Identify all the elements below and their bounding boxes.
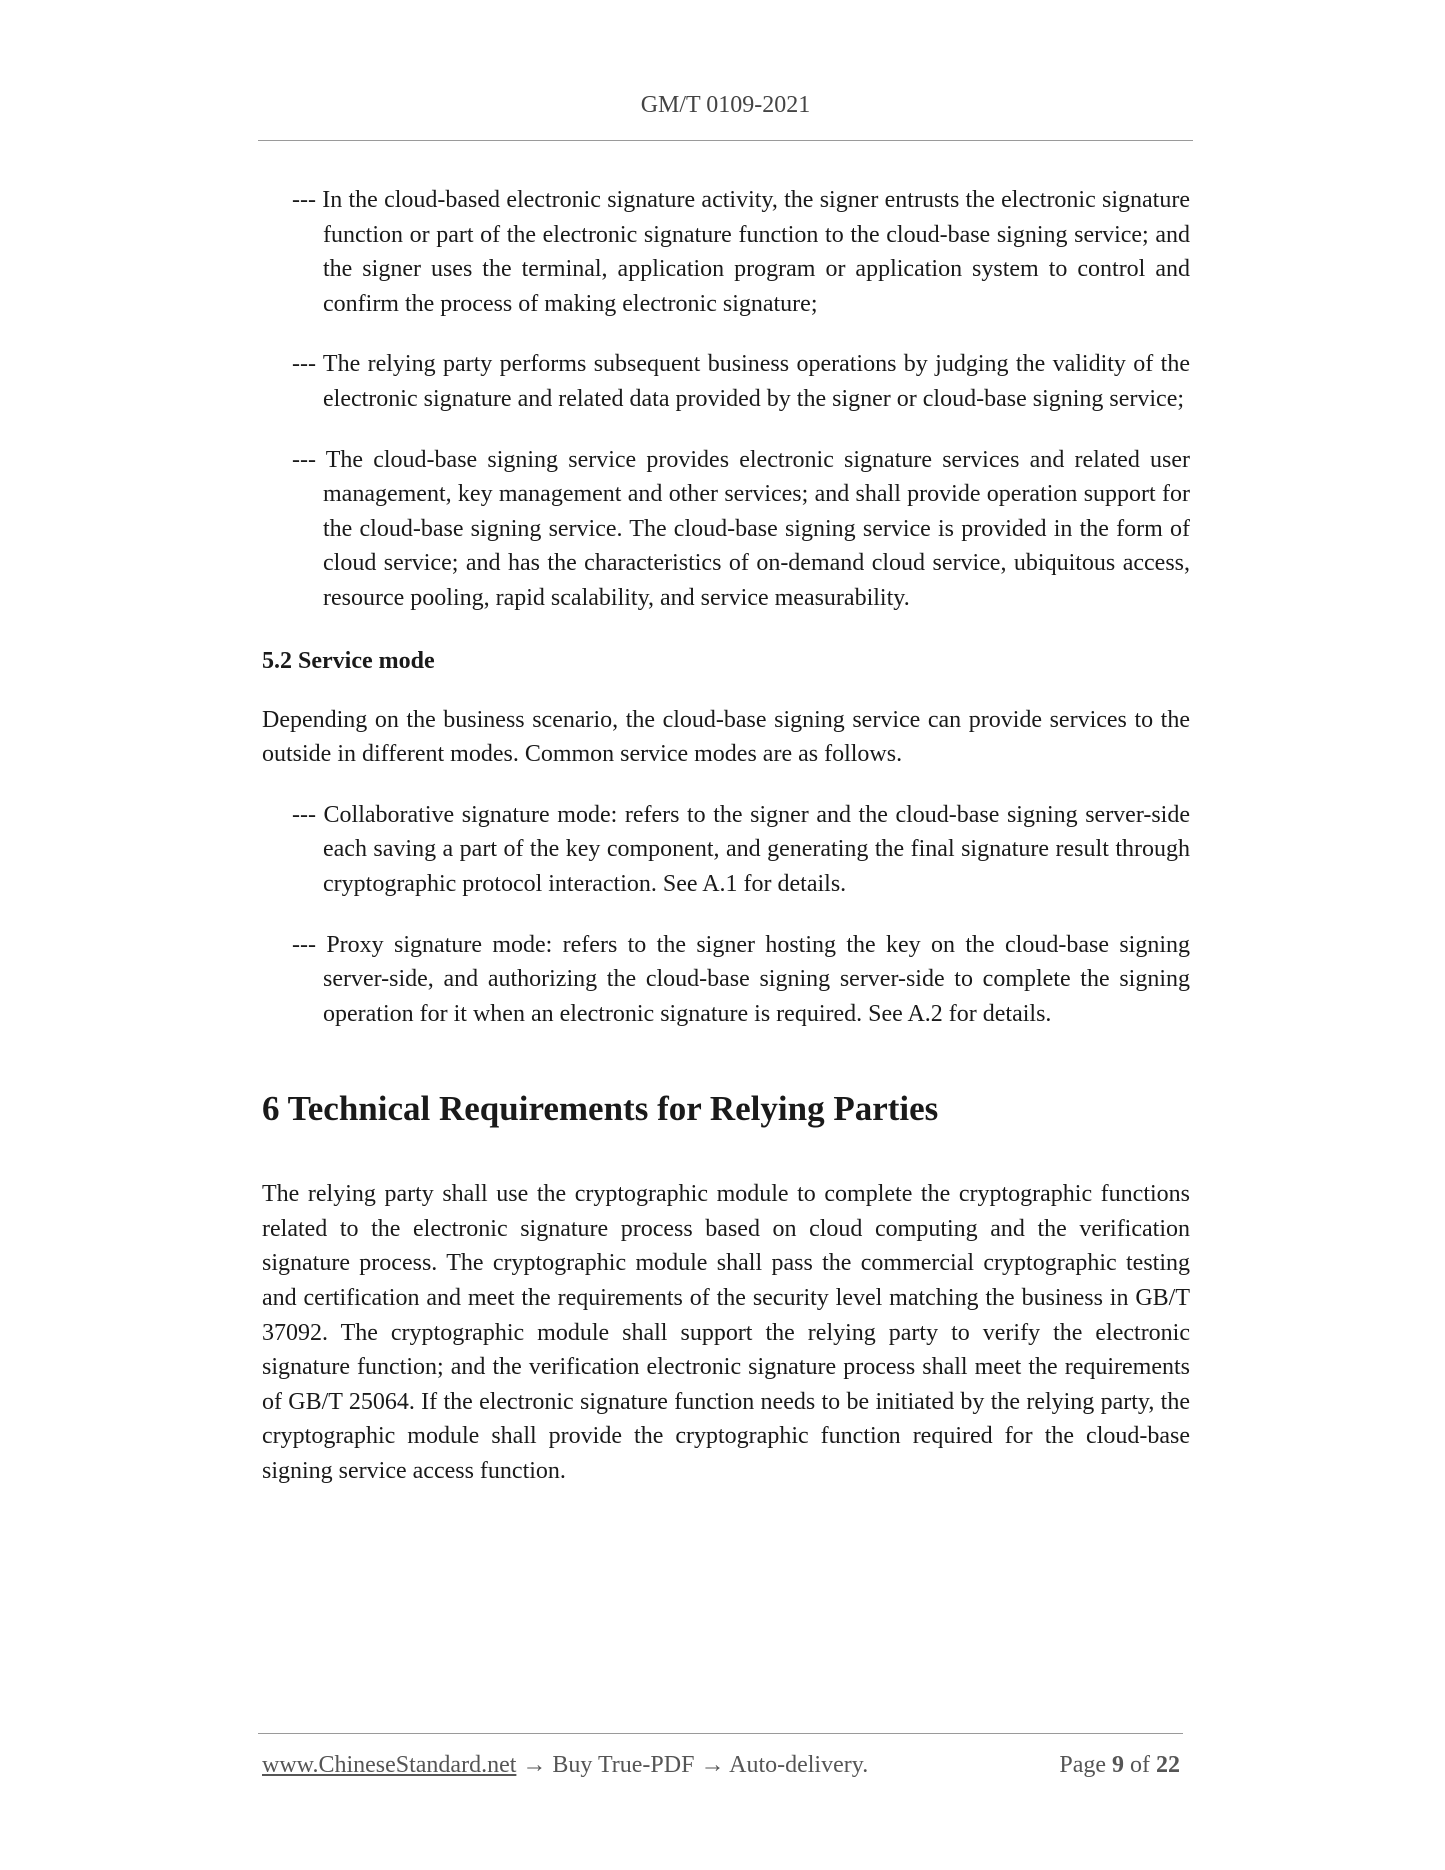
chapter-heading-6: 6 Technical Requirements for Relying Parties [262, 1089, 939, 1129]
bullet-cloud-signature-activity: --- In the cloud-based electronic signature activity, the signer entrusts the electronic signature function or part of the electronic signature function to the cloud-base signing service; and the signer uses the terminal, application program or application system to control and confirm the process of making electronic signature; [292, 187, 1190, 317]
chapter-6-paragraph: The relying party shall use the cryptographic module to complete the cryptographic functions related to the electronic signature process based on cloud computing and the verification signature process. The cryptographic module shall pass the commercial cryptographic testing and certification and meet the requirements of the security level matching the business in GB/T 37092. The cryptographic module shall support the relying party to verify the electronic signature function; and the verification electronic signature process shall meet the requirements of GB/T 25064. If the electronic signature function needs to be initiated by the relying party, the cryptographic module shall provide the cryptographic function required for the cloud-base signing service access function. [262, 1181, 1190, 1485]
section-5-2-intro: Depending on the business scenario, the cloud-base signing service can provide services to the outside in different modes. Common service modes are as follows. [262, 706, 1190, 768]
page-label: Page [1059, 1752, 1106, 1778]
bullet-proxy-signature-mode: --- Proxy signature mode: refers to the signer hosting the key on the cloud-base signing server-side, and authorizing the cloud-base signing server-side to complete the signing operation for it when an electronic signature is required. See A.2 for details. [292, 931, 1190, 1027]
bullet-collaborative-signature-mode: --- Collaborative signature mode: refers to the signer and the cloud-base signing server-side each saving a part of the key component, and generating the final signature result through cryptographic protocol interaction. See A.1 for details. [292, 801, 1190, 897]
footer-divider [258, 1733, 1183, 1734]
section-heading-5-2: 5.2 Service mode [262, 647, 435, 674]
page-number [1059, 1752, 1180, 1779]
document-body [262, 183, 1190, 1515]
page-current: 9 [1112, 1752, 1124, 1778]
header-divider [258, 140, 1193, 141]
chinesestandard-link[interactable]: www.ChineseStandard.net [262, 1752, 517, 1778]
bullet-cloud-signing-service: --- The cloud-base signing service provides electronic signature services and related user management, key management and other services; and shall provide operation support for the cloud-base signing service. The cloud-base signing service is provided in the form of cloud service; and has the characteristics of on-demand cloud service, ubiquitous access, resource pooling, rapid scalability, and service measurability. [292, 446, 1190, 611]
bullet-relying-party: --- The relying party performs subsequent business operations by judging the validity of the electronic signature and related data provided by the signer or cloud-base signing service; [292, 351, 1190, 412]
footer-left [262, 1752, 868, 1779]
page-total: 22 [1156, 1752, 1180, 1778]
footer-promo-text: → Buy True-PDF → Auto-delivery. [522, 1752, 869, 1778]
page-header: GM/T 0109-2021 [640, 92, 811, 118]
page-of-label: of [1130, 1752, 1150, 1778]
